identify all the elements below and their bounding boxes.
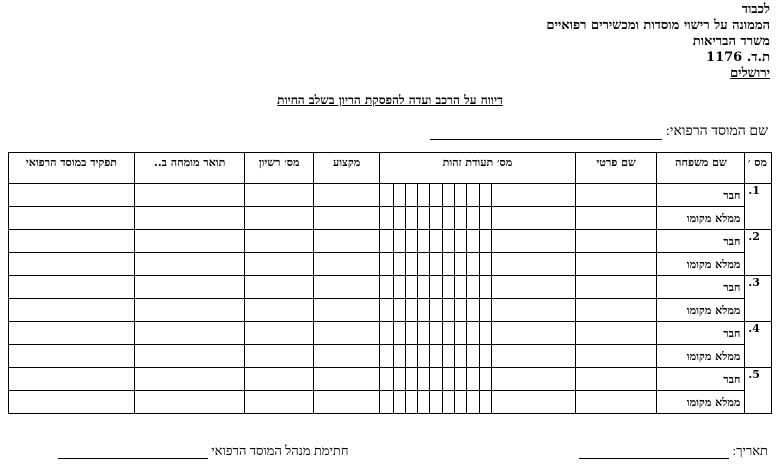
id-cell[interactable] [442, 253, 454, 276]
id-cell[interactable] [418, 368, 430, 391]
institution-name-blank[interactable] [430, 127, 662, 140]
id-cell[interactable] [479, 299, 491, 322]
id-cell[interactable] [467, 276, 479, 299]
id-cell[interactable] [430, 276, 442, 299]
role-cell[interactable] [9, 368, 135, 391]
profession-cell[interactable] [313, 391, 379, 414]
header-role: תפקיד במוסד הרפואי [9, 153, 135, 184]
id-cell[interactable] [442, 368, 454, 391]
profession-cell[interactable] [313, 276, 379, 299]
specialist-cell[interactable] [134, 230, 244, 253]
id-cell[interactable] [467, 322, 479, 345]
id-cell[interactable] [479, 345, 491, 368]
role-cell[interactable] [9, 299, 135, 322]
id-cell[interactable] [393, 391, 405, 414]
date-label: תאריך: [732, 443, 768, 458]
id-cell[interactable] [455, 368, 467, 391]
deputy-label: ממלא מקומו [657, 299, 745, 322]
id-cell[interactable] [393, 299, 405, 322]
license-cell[interactable] [245, 253, 314, 276]
id-cell[interactable] [380, 184, 393, 207]
id-cell[interactable] [479, 368, 491, 391]
id-cell[interactable] [380, 368, 393, 391]
id-cell[interactable] [467, 253, 479, 276]
role-cell[interactable] [9, 345, 135, 368]
table-row [9, 230, 772, 253]
recipient-line-2: הממונה על רישוי מוסדות ומכשירים רפואיים [546, 18, 770, 33]
member-label: חבר [657, 368, 745, 391]
id-cell[interactable] [405, 345, 417, 368]
license-cell[interactable] [245, 391, 314, 414]
profession-cell[interactable] [313, 299, 379, 322]
id-cell[interactable] [393, 207, 405, 230]
id-cell[interactable] [430, 322, 442, 345]
id-cell[interactable] [405, 253, 417, 276]
id-cell[interactable] [380, 253, 393, 276]
signature-blank[interactable] [58, 446, 208, 459]
id-cell[interactable] [455, 184, 467, 207]
date-field [579, 443, 768, 459]
table-row [9, 368, 772, 391]
id-cell[interactable] [430, 299, 442, 322]
member-label: חבר [657, 322, 745, 345]
license-cell[interactable] [245, 230, 314, 253]
profession-cell[interactable] [313, 345, 379, 368]
id-cell[interactable] [491, 276, 575, 299]
specialist-cell[interactable] [134, 368, 244, 391]
first-name-cell[interactable] [575, 230, 657, 253]
role-cell[interactable] [9, 184, 135, 207]
document-title: דיווח על הרכב ועדה להפסקת הריון בשלב החיות [277, 93, 503, 107]
first-name-cell[interactable] [575, 391, 657, 414]
id-cell[interactable] [418, 207, 430, 230]
header-specialist-title: תואר מומחה ב.. [134, 153, 244, 184]
specialist-cell[interactable] [134, 299, 244, 322]
id-cell[interactable] [405, 391, 417, 414]
id-cell[interactable] [393, 184, 405, 207]
header-id-number: מס׳ תעודת זהות [380, 153, 575, 184]
member-label: חבר [657, 230, 745, 253]
first-name-cell[interactable] [575, 276, 657, 299]
row-number: 3. [745, 276, 772, 322]
footer [0, 443, 780, 461]
row-number: 1. [745, 184, 772, 230]
id-cell[interactable] [393, 345, 405, 368]
id-cell[interactable] [479, 253, 491, 276]
id-cell[interactable] [393, 368, 405, 391]
id-cell[interactable] [455, 230, 467, 253]
committee-table [8, 152, 772, 414]
id-cell[interactable] [380, 207, 393, 230]
id-cell[interactable] [430, 391, 442, 414]
id-cell[interactable] [418, 253, 430, 276]
id-cell[interactable] [393, 253, 405, 276]
id-cell[interactable] [442, 276, 454, 299]
id-cell[interactable] [479, 207, 491, 230]
table-header-row [9, 153, 772, 184]
header-num: מס ׳ [745, 153, 772, 184]
profession-cell[interactable] [313, 184, 379, 207]
id-cell[interactable] [491, 345, 575, 368]
id-cell[interactable] [442, 207, 454, 230]
id-cell[interactable] [467, 207, 479, 230]
specialist-cell[interactable] [134, 345, 244, 368]
id-cell[interactable] [455, 207, 467, 230]
id-cell[interactable] [467, 299, 479, 322]
specialist-cell[interactable] [134, 322, 244, 345]
recipient-line-1: לכבוד [741, 2, 770, 17]
id-cell[interactable] [455, 299, 467, 322]
id-cell[interactable] [442, 299, 454, 322]
institution-label: שם המוסד הרפואי: [665, 124, 768, 139]
row-number: 5. [745, 368, 772, 414]
role-cell[interactable] [9, 322, 135, 345]
id-cell[interactable] [430, 345, 442, 368]
id-cell[interactable] [418, 391, 430, 414]
first-name-cell[interactable] [575, 184, 657, 207]
id-cell[interactable] [380, 391, 393, 414]
id-cell[interactable] [491, 207, 575, 230]
id-cell[interactable] [405, 276, 417, 299]
id-cell[interactable] [491, 322, 575, 345]
id-cell[interactable] [430, 207, 442, 230]
id-cell[interactable] [442, 322, 454, 345]
table-row [9, 276, 772, 299]
id-cell[interactable] [430, 368, 442, 391]
table-row [9, 253, 772, 276]
license-cell[interactable] [245, 184, 314, 207]
id-cell[interactable] [455, 253, 467, 276]
date-blank[interactable] [579, 446, 729, 459]
license-cell[interactable] [245, 276, 314, 299]
id-cell[interactable] [491, 230, 575, 253]
id-cell[interactable] [430, 184, 442, 207]
deputy-label: ממלא מקומו [657, 345, 745, 368]
header-first-name: שם פרטי [575, 153, 657, 184]
id-cell[interactable] [455, 391, 467, 414]
license-cell[interactable] [245, 299, 314, 322]
table-row [9, 299, 772, 322]
id-cell[interactable] [455, 345, 467, 368]
header-license-number: מס׳ רשיון [245, 153, 314, 184]
table-row [9, 184, 772, 207]
member-label: חבר [657, 184, 745, 207]
id-cell[interactable] [380, 345, 393, 368]
id-cell[interactable] [380, 276, 393, 299]
id-cell[interactable] [418, 345, 430, 368]
id-cell[interactable] [418, 276, 430, 299]
id-cell[interactable] [442, 230, 454, 253]
id-cell[interactable] [467, 368, 479, 391]
specialist-cell[interactable] [134, 253, 244, 276]
id-cell[interactable] [467, 230, 479, 253]
license-cell[interactable] [245, 345, 314, 368]
role-cell[interactable] [9, 276, 135, 299]
id-cell[interactable] [405, 368, 417, 391]
id-cell[interactable] [405, 299, 417, 322]
license-cell[interactable] [245, 207, 314, 230]
specialist-cell[interactable] [134, 184, 244, 207]
id-cell[interactable] [442, 345, 454, 368]
specialist-cell[interactable] [134, 207, 244, 230]
id-cell[interactable] [479, 184, 491, 207]
id-cell[interactable] [405, 207, 417, 230]
recipient-line-4: ת.ד. 1176 [706, 50, 770, 65]
id-cell[interactable] [467, 345, 479, 368]
first-name-cell[interactable] [575, 368, 657, 391]
specialist-cell[interactable] [134, 276, 244, 299]
header-family-name: שם משפחה [657, 153, 745, 184]
id-cell[interactable] [430, 253, 442, 276]
id-cell[interactable] [418, 230, 430, 253]
id-cell[interactable] [442, 184, 454, 207]
id-cell[interactable] [455, 276, 467, 299]
id-cell[interactable] [418, 184, 430, 207]
role-cell[interactable] [9, 253, 135, 276]
id-cell[interactable] [405, 184, 417, 207]
table-row [9, 322, 772, 345]
id-cell[interactable] [479, 230, 491, 253]
id-cell[interactable] [380, 322, 393, 345]
deputy-label: ממלא מקומו [657, 391, 745, 414]
license-cell[interactable] [245, 368, 314, 391]
row-number: 2. [745, 230, 772, 276]
id-cell[interactable] [405, 230, 417, 253]
id-cell[interactable] [479, 276, 491, 299]
profession-cell[interactable] [313, 368, 379, 391]
profession-cell[interactable] [313, 253, 379, 276]
id-cell[interactable] [467, 391, 479, 414]
id-cell[interactable] [491, 184, 575, 207]
recipient-address [546, 2, 770, 82]
table-row [9, 207, 772, 230]
id-cell[interactable] [442, 391, 454, 414]
id-cell[interactable] [491, 253, 575, 276]
institution-field [430, 124, 768, 140]
deputy-label: ממלא מקומו [657, 253, 745, 276]
first-name-cell[interactable] [575, 322, 657, 345]
id-cell[interactable] [467, 184, 479, 207]
specialist-cell[interactable] [134, 391, 244, 414]
profession-cell[interactable] [313, 230, 379, 253]
first-name-cell[interactable] [575, 253, 657, 276]
id-cell[interactable] [393, 276, 405, 299]
role-cell[interactable] [9, 230, 135, 253]
profession-cell[interactable] [313, 322, 379, 345]
table-row [9, 391, 772, 414]
id-cell[interactable] [418, 322, 430, 345]
id-cell[interactable] [491, 299, 575, 322]
table-row [9, 345, 772, 368]
deputy-label: ממלא מקומו [657, 207, 745, 230]
id-cell[interactable] [479, 322, 491, 345]
first-name-cell[interactable] [575, 345, 657, 368]
id-cell[interactable] [393, 322, 405, 345]
recipient-line-3: משרד הבריאות [692, 34, 770, 49]
id-cell[interactable] [491, 368, 575, 391]
member-label: חבר [657, 276, 745, 299]
license-cell[interactable] [245, 322, 314, 345]
profession-cell[interactable] [313, 207, 379, 230]
signature-field [58, 443, 349, 459]
row-number: 4. [745, 322, 772, 368]
id-cell[interactable] [455, 322, 467, 345]
id-cell[interactable] [393, 230, 405, 253]
id-cell[interactable] [479, 391, 491, 414]
recipient-line-5: ירושלים [730, 66, 770, 81]
role-cell[interactable] [9, 391, 135, 414]
id-cell[interactable] [405, 322, 417, 345]
id-cell[interactable] [380, 230, 393, 253]
role-cell[interactable] [9, 207, 135, 230]
id-cell[interactable] [430, 230, 442, 253]
id-cell[interactable] [380, 299, 393, 322]
id-cell[interactable] [491, 391, 575, 414]
id-cell[interactable] [418, 299, 430, 322]
header-profession: מקצוע [313, 153, 379, 184]
signature-label: חתימת מנהל המוסד הרפואי [211, 443, 349, 458]
first-name-cell[interactable] [575, 299, 657, 322]
first-name-cell[interactable] [575, 207, 657, 230]
